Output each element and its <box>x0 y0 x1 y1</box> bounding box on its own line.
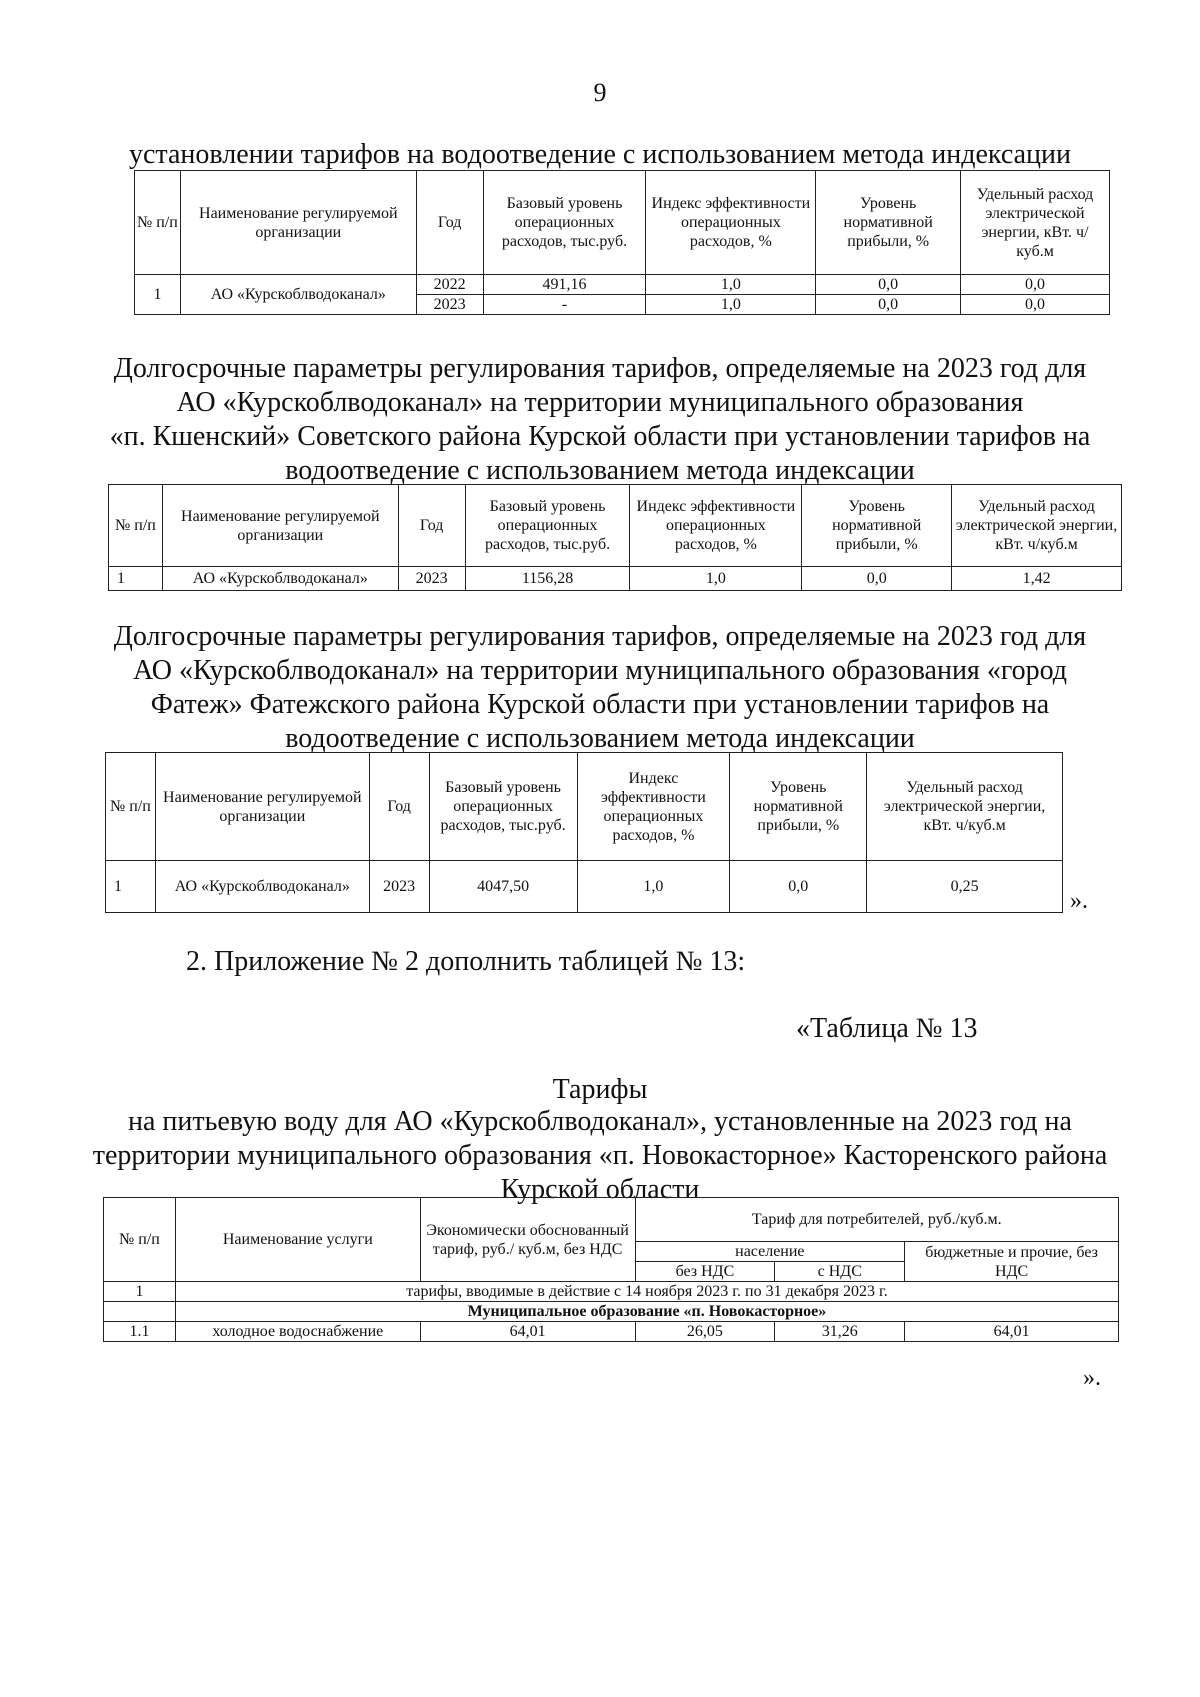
paragraph-append-table: 2. Приложение № 2 дополнить таблицей № 13: <box>186 946 746 977</box>
tariffs-title: Тарифы <box>552 1074 648 1105</box>
header-energy: Удельный расход электрической энергии, кВт. ч/куб.м <box>867 753 1063 861</box>
heading-line: АО «Курскоблводоканал» на территории муниципального образования <box>176 387 1024 418</box>
row-num: 1 <box>135 275 181 315</box>
header-year: Год <box>416 171 483 275</box>
header-year: Год <box>398 485 465 567</box>
subtitle-line: на питьевую воду для АО «Курскоблводоканал», установленные на 2023 год на <box>128 1106 1072 1137</box>
header-population: население <box>635 1242 905 1262</box>
header-econ: Экономически обоснованный тариф, руб./ куб.м, без НДС <box>420 1198 635 1282</box>
row-year: 2022 <box>416 275 483 295</box>
heading-line: водоотведение с использованием метода индексации <box>285 723 915 754</box>
header-num: № п/п <box>109 485 163 567</box>
table1 <box>134 170 1110 315</box>
header-service: Наименование услуги <box>175 1198 420 1282</box>
row-num: 1 <box>106 861 156 913</box>
row-index: 1,0 <box>630 567 802 591</box>
row-energy: 1,42 <box>952 567 1122 591</box>
heading-line: водоотведение с использованием метода индексации <box>285 455 915 486</box>
tariff-table <box>103 1197 1119 1342</box>
row-index: 1,0 <box>577 861 730 913</box>
row-org: АО «Курскоблводоканал» <box>162 567 398 591</box>
row-year: 2023 <box>369 861 429 913</box>
tariffs-subtitle <box>0 1105 1200 1207</box>
row-base: 4047,50 <box>429 861 577 913</box>
row-profit: 0,0 <box>730 861 867 913</box>
subtitle-line: территории муниципального образования «п. Новокасторное» Касторенского района <box>92 1140 1108 1171</box>
header-profit: Уровень нормативной прибыли, % <box>730 753 867 861</box>
header-index: Индекс эффективности операционных расходов, % <box>630 485 802 567</box>
row-energy: 0,0 <box>961 295 1110 315</box>
header-profit: Уровень нормативной прибыли, % <box>802 485 952 567</box>
header-tariff: Тариф для потребителей, руб./куб.м. <box>635 1198 1119 1242</box>
header-org: Наименование регулируемой организации <box>155 753 369 861</box>
row-org: АО «Курскоблводоканал» <box>180 275 416 315</box>
header-energy: Удельный расход электрической энергии, кВт. ч/куб.м <box>961 171 1110 275</box>
section2-heading <box>0 352 1200 488</box>
header-num: № п/п <box>106 753 156 861</box>
header-base: Базовый уровень операционных расходов, тыс.руб. <box>465 485 630 567</box>
heading-line: Долгосрочные параметры регулирования тарифов, определяемые на 2023 год для <box>113 621 1087 652</box>
row-year: 2023 <box>398 567 465 591</box>
header-base: Базовый уровень операционных расходов, тыс.руб. <box>483 171 646 275</box>
row-index: 1,0 <box>646 275 816 295</box>
period-row: тарифы, вводимые в действие с 14 ноября 2023 г. по 31 декабря 2023 г. <box>175 1282 1118 1302</box>
row-energy: 0,0 <box>961 275 1110 295</box>
heading-line: «п. Кшенский» Советского района Курской области при установлении тарифов на <box>109 421 1091 452</box>
header-num: № п/п <box>135 171 181 275</box>
page-number: 9 <box>593 78 607 107</box>
header-org: Наименование регулируемой организации <box>162 485 398 567</box>
header-base: Базовый уровень операционных расходов, тыс.руб. <box>429 753 577 861</box>
header-index: Индекс эффективности операционных расходов, % <box>646 171 816 275</box>
row-base: 1156,28 <box>465 567 630 591</box>
row-index: 1,0 <box>646 295 816 315</box>
row-profit: 0,0 <box>816 275 961 295</box>
table-label: «Таблица № 13 <box>796 1013 978 1044</box>
period-num: 1 <box>104 1282 176 1302</box>
closing-quote: ». <box>1083 1365 1101 1391</box>
row-service: холодное водоснабжение <box>175 1322 420 1342</box>
row-num: 1 <box>109 567 163 591</box>
heading-line: АО «Курскоблводоканал» на территории муниципального образования «город <box>132 655 1068 686</box>
header-vat: с НДС <box>775 1262 905 1282</box>
header-profit: Уровень нормативной прибыли, % <box>816 171 961 275</box>
row-profit: 0,0 <box>802 567 952 591</box>
header-no-vat: без НДС <box>635 1262 775 1282</box>
closing-quote: ». <box>1070 888 1088 914</box>
header-num: № п/п <box>104 1198 176 1282</box>
table2 <box>108 484 1122 591</box>
row-base: 491,16 <box>483 275 646 295</box>
row-vat: 31,26 <box>775 1322 905 1342</box>
table3 <box>105 752 1063 913</box>
subtitle-line: Курской области <box>500 1174 700 1205</box>
row-base: - <box>483 295 646 315</box>
municipality-row: Муниципальное образование «п. Новокасторное» <box>175 1302 1118 1322</box>
row-year: 2023 <box>416 295 483 315</box>
header-org: Наименование регулируемой организации <box>180 171 416 275</box>
row-energy: 0,25 <box>867 861 1063 913</box>
row-profit: 0,0 <box>816 295 961 315</box>
heading-line: Долгосрочные параметры регулирования тарифов, определяемые на 2023 год для <box>113 353 1087 384</box>
header-year: Год <box>369 753 429 861</box>
header-budget: бюджетные и прочие, без НДС <box>905 1242 1119 1282</box>
row-econ: 64,01 <box>420 1322 635 1342</box>
section3-heading <box>0 620 1200 756</box>
row-no-vat: 26,05 <box>635 1322 775 1342</box>
header-energy: Удельный расход электрической энергии, кВт. ч/куб.м <box>952 485 1122 567</box>
row-num: 1.1 <box>104 1322 176 1342</box>
heading-line: Фатеж» Фатежского района Курской области при установлении тарифов на <box>150 689 1050 720</box>
row-budget: 64,01 <box>905 1322 1119 1342</box>
row-org: АО «Курскоблводоканал» <box>155 861 369 913</box>
table1-caption: установлении тарифов на водоотведение с использованием метода индексации <box>129 139 1071 170</box>
empty-cell <box>104 1302 176 1322</box>
header-index: Индекс эффективности операционных расходов, % <box>577 753 730 861</box>
